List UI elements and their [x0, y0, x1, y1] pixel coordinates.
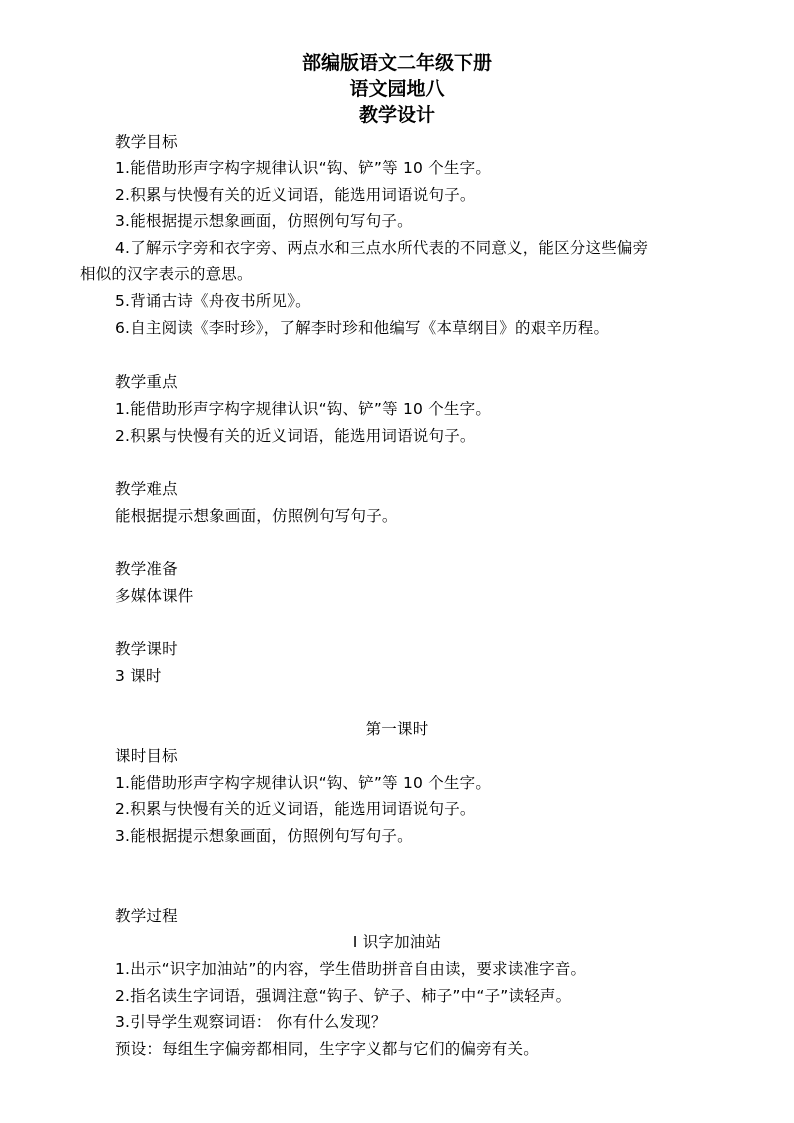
goal-item: 2.积累与快慢有关的近义词语，能选用词语说句子。	[115, 186, 476, 204]
section-heading-lesson-goals: 课时目标	[115, 747, 178, 765]
key-point-item: 2.积累与快慢有关的近义词语，能选用词语说句子。	[115, 427, 476, 445]
unit-title: 语文园地八	[349, 78, 445, 100]
section-heading-periods: 教学课时	[115, 640, 178, 658]
document-title: 部编版语文二年级下册	[301, 52, 492, 74]
section-heading-goals: 教学目标	[115, 133, 178, 151]
key-point-item: 1.能借助形声字构字规律认识“钩、铲”等 10 个生字。	[115, 400, 492, 418]
goal-item: 1.能借助形声字构字规律认识“钩、铲”等 10 个生字。	[115, 159, 492, 177]
lesson-goal-item: 3.能根据提示想象画面，仿照例句写句子。	[115, 827, 413, 845]
goal-item: 5.背诵古诗《舟夜书所见》。	[115, 292, 311, 310]
lesson-goal-item: 1.能借助形声字构字规律认识“钩、铲”等 10 个生字。	[115, 774, 492, 792]
goal-item: 6.自主阅读《李时珍》，了解李时珍和他编写《本草纲目》的艰辛历程。	[115, 319, 610, 337]
goal-item: 3.能根据提示想象画面，仿照例句写句子。	[115, 212, 413, 230]
section-heading-preparation: 教学准备	[115, 560, 178, 578]
lesson-title: 第一课时	[365, 720, 429, 738]
process-preset: 预设：每组生字偏旁都相同，生字字义都与它们的偏旁有关。	[115, 1040, 539, 1058]
section-heading-process: 教学过程	[115, 907, 178, 925]
goal-item-continued: 相似的汉字表示的意思。	[80, 265, 253, 283]
preparation-text: 多媒体课件	[115, 587, 194, 605]
process-step: 1.出示“识字加油站”的内容，学生借助拼音自由读，要求读准字音。	[115, 960, 587, 978]
process-step: 3.引导学生观察词语： 你有什么发现？	[115, 1013, 387, 1031]
section-heading-key-points: 教学重点	[115, 373, 178, 391]
process-step: 2.指名读生字词语，强调注意“钩子、铲子、柿子”中“子”读轻声。	[115, 987, 572, 1005]
design-title: 教学设计	[358, 104, 435, 126]
difficulty-text: 能根据提示想象画面，仿照例句写句子。	[115, 507, 398, 525]
lesson-goal-item: 2.积累与快慢有关的近义词语，能选用词语说句子。	[115, 800, 476, 818]
section-heading-difficulty: 教学难点	[115, 480, 178, 498]
process-section-title: Ⅰ 识字加油站	[352, 933, 442, 951]
goal-item: 4.了解示字旁和衣字旁、两点水和三点水所代表的不同意义，能区分这些偏旁	[115, 239, 649, 257]
periods-text: 3 课时	[115, 667, 162, 685]
